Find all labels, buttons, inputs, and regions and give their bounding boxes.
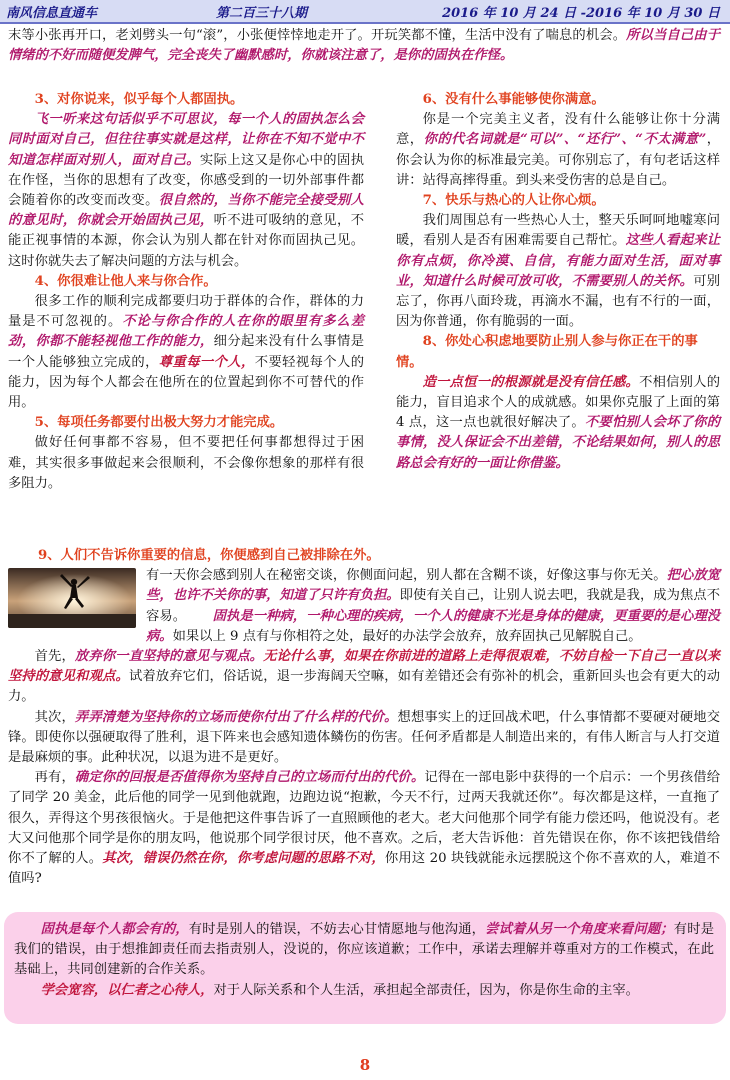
third-advice-paragraph	[8, 768, 720, 889]
summary-paragraph-2	[14, 981, 714, 1001]
s9-text-2: 即使有关自己，让别人说去吧，我就是我，成为焦点不容易。	[146, 588, 721, 624]
s7-emphasis: 这些人看起来让你有点烦，你冷漠、自信，有能力面对生活，面对事业，知道什么时候可放可收，不需要别人的关怀。	[396, 233, 721, 289]
summary-emphasis-2: 尝试着从另一个角度来看问题；	[485, 922, 674, 937]
s9-emphasis-1: 把心放宽些，也许不关你的事，知道了只许有负担。	[146, 568, 721, 604]
summary-text-2: 有时是我们的错误，由于想推卸责任而去指责别人，没说的，你应该道歉；工作中，承诺去理解并尊重对方的工作模式，在此基础上，共同创建新的合作关系。	[14, 922, 715, 978]
second-lead: 其次，	[34, 709, 75, 725]
s4-red-emphasis: 尊重每一个人，	[158, 354, 255, 370]
section-8-body	[396, 373, 720, 474]
first-red-emphasis: 无论什么事，如果在你前进的道路上走得很艰难，不妨自检一下自己一直以来坚持的意见和观点。	[8, 649, 721, 685]
page-header	[0, 0, 730, 24]
section-4-body	[8, 292, 364, 413]
newsletter-name: 南风信息直通车	[6, 6, 98, 21]
intro-paragraph	[8, 26, 720, 66]
third-red-emphasis: 其次，错误仍然在你，你考虑问题的思路不对，	[102, 851, 385, 867]
section-4-heading: 4、你很难让他人来与你合作。	[34, 273, 217, 289]
left-column	[8, 90, 364, 494]
second-emphasis: 弄弄清楚为坚持你的立场而使你付出了什么样的代价。	[74, 709, 398, 725]
third-text: 记得在一部电影中获得的一个启示：一个男孩借给了同学 20 美金，此后他的同学一见到他就跑，边跑边说“抱歉，今天不行，过两天我就还你”。每次都是这样，一直拖了很久，弄得这个男孩很恼火。于是他把这件事告诉了一直照顾他的老大。老大问他那个同学有能力偿还吗，他说没有。老大又问他那个同学是你的朋友吗，他说那个同学很讨厌，他不喜欢。之后，老大告诉他：首先错误在你，你不该把钱借给你不了解的人。	[8, 770, 721, 867]
section-3-heading: 3、对你说来，似乎每个人都固执。	[34, 92, 244, 107]
s7-text-2: 可别忘了，你再八面玲珑，再滴水不漏，也有不行的一面，因为你普通，你有脆弱的一面。	[396, 273, 721, 330]
intro-block	[8, 26, 720, 66]
section-7-heading: 7、快乐与热心的人让你心烦。	[422, 193, 605, 209]
summary-text-1: 有时是别人的错误，不妨去心甘情愿地与他沟通，	[188, 922, 486, 937]
s6-text-2: ，你会认为你的标准最完美。可你别忘了，有句老话这样讲：站得高摔得重。到头来受伤害的总是自己。	[396, 132, 721, 188]
s4-text-1: 很多工作的顺利完成都要归功于群体的合作，群体的力量是不可忽视的。	[8, 294, 364, 330]
s9-text-1: 有一天你会感到别人在秘密交谈，你侧面问起，别人都在含糊不谈，好像这事与你无关。	[146, 568, 667, 584]
s9-emphasis-2: 固执是一种病，一种心理的疾病，一个人的健康不光是身体的健康，更重要的是心理没病。	[146, 608, 721, 644]
s7-text-1: 我们周围总有一些热心人士，整天乐呵呵地嘘寒问暖，看别人是否有困难需要自己帮忙。	[396, 213, 720, 249]
page-number: 8	[359, 1056, 371, 1074]
third-text-end: 你用这 20 块钱就能永远摆脱这个你不喜欢的人，难道不值吗?	[8, 851, 721, 887]
right-column	[396, 90, 720, 474]
section-9-heading: 9、人们不告诉你重要的信息，你便感到自己被排除在外。	[38, 548, 380, 563]
s9-text-3: 如果以上 9 点有与你相符之处，最好的办法学会放弃，放弃固执己见解脱自己。	[172, 628, 642, 644]
intro-text: 末等小张再开口，老刘劈头一句“滚”，小张便悻悻地走开了。开玩笑都不懂，生活中没有了喘息的机会。	[8, 28, 627, 43]
section-3-body	[8, 110, 364, 272]
summary-emphasis-1: 固执是每个人都会有的，	[40, 922, 189, 937]
photo-icon	[8, 568, 136, 628]
summary-box-content	[14, 920, 714, 1001]
s8-text-1: 不相信别人的能力，盲目追求个人的成就感。如果你克服了上面的第 4 点，这一点也就很好解决了。	[396, 374, 721, 431]
s8-red-emphasis: 造一点恒一的根源就是没有信任感。	[422, 374, 640, 390]
issue-dates: 2016 年 10 月 24 日 -2016 年 10 月 30 日	[442, 6, 720, 21]
s3-text-2: 听不进可吸纳的意见，不能正视事情的本源，你会认为别人都在针对你而固执己见。这时你就失去了解决问题的方法与机会。	[8, 213, 365, 269]
silhouette-jumping-photo	[8, 568, 136, 628]
summary-text-3: 对于人际关系和个人生活，承担起全部责任，因为，你是你生命的主宰。	[213, 982, 639, 998]
first-text: 试着放弃它们，俗话说，退一步海阔天空嘛，如有差错还会有弥补的机会，重新回头也会有更大的动力。	[8, 669, 721, 705]
third-emphasis: 确定你的回报是否值得你为坚持自己的立场而付出的代价。	[74, 770, 425, 786]
s3-emphasis-2: 很自然的，当你不能完全接受别人的意见时，你就会开始固执己见，	[8, 193, 365, 229]
first-lead: 首先，	[34, 649, 75, 665]
summary-red-emphasis: 学会宽容，以仁者之心待人，	[40, 982, 214, 998]
s8-emphasis: 不要怕别人会坏了你的事情，没人保证会不出差错，不论结果如何，别人的思路总会有好的一面让你借鉴。	[396, 415, 721, 471]
second-advice-paragraph	[8, 708, 720, 769]
section-5-heading: 5、每项任务都要付出极大努力才能完成。	[34, 415, 284, 431]
summary-paragraph-1	[14, 920, 714, 981]
s3-emphasis-1: 飞一听来这句话似乎不可思议，每一个人的固执怎么会同时面对自己，但往往事实就是这样，让你在不知不觉中不知道怎样面对别人，面对自己。	[8, 112, 364, 168]
second-text: 想想事实上的迂回战术吧，什么事情都不要硬对硬地交锋。即使你以强硬取得了胜利，退下阵来也会感知遗体鳞伤的伤害。任何矛盾都是人制造出来的，有伟人断言与人打交道是最麻烦的事。此种状况，以退为进不是更好。	[8, 709, 721, 766]
section-7-body	[396, 211, 720, 332]
full-width-section	[8, 546, 720, 889]
s6-text-1: 你是一个完美主义者，没有什么能够让你十分满意，	[396, 112, 720, 148]
s6-emphasis: 你的代名词就是“可以”、“还行”、“不太满意”	[423, 132, 707, 148]
intro-emphasis: 所以当自己由于情绪的不好而随便发脾气，完全丧失了幽默感时，你就该注意了，是你的固执在作怪。	[8, 28, 720, 64]
s4-text-2: 细分起来没有什么事情是一个人能够独立完成的，	[8, 334, 365, 370]
first-advice-paragraph	[8, 647, 720, 708]
summary-box	[4, 912, 726, 1024]
s3-text-1: 实际上这又是你心中的固执在作怪，当你的思想有了改变，你感受到的一切外部事件都会随着你的改变而改变。	[8, 152, 365, 209]
section-6-heading: 6、没有什么事能够使你满意。	[422, 92, 605, 107]
first-emphasis: 放弃你一直坚持的意见与观点。	[74, 649, 264, 665]
s4-emphasis-1: 不论与你合作的人在你的眼里有多么差劲，你都不能轻视他工作的能力，	[8, 314, 364, 350]
section-5-body: 做好任何事都不容易，但不要把任何事都想得过于困难，其实很多事做起来会很顺利，不会像你想象的那样有很多阻力。	[8, 435, 364, 491]
section-6-body	[396, 110, 720, 191]
issue-number: 第二百三十八期	[216, 6, 308, 21]
third-lead: 再有，	[34, 770, 75, 786]
s4-text-3: 不要轻视每个人的能力，因为每个人都会在他所在的位置起到你不可替代的作用。	[8, 354, 365, 411]
section-8-heading: 8、你处心积虑地要防止别人参与你正在干的事情。	[396, 334, 698, 370]
